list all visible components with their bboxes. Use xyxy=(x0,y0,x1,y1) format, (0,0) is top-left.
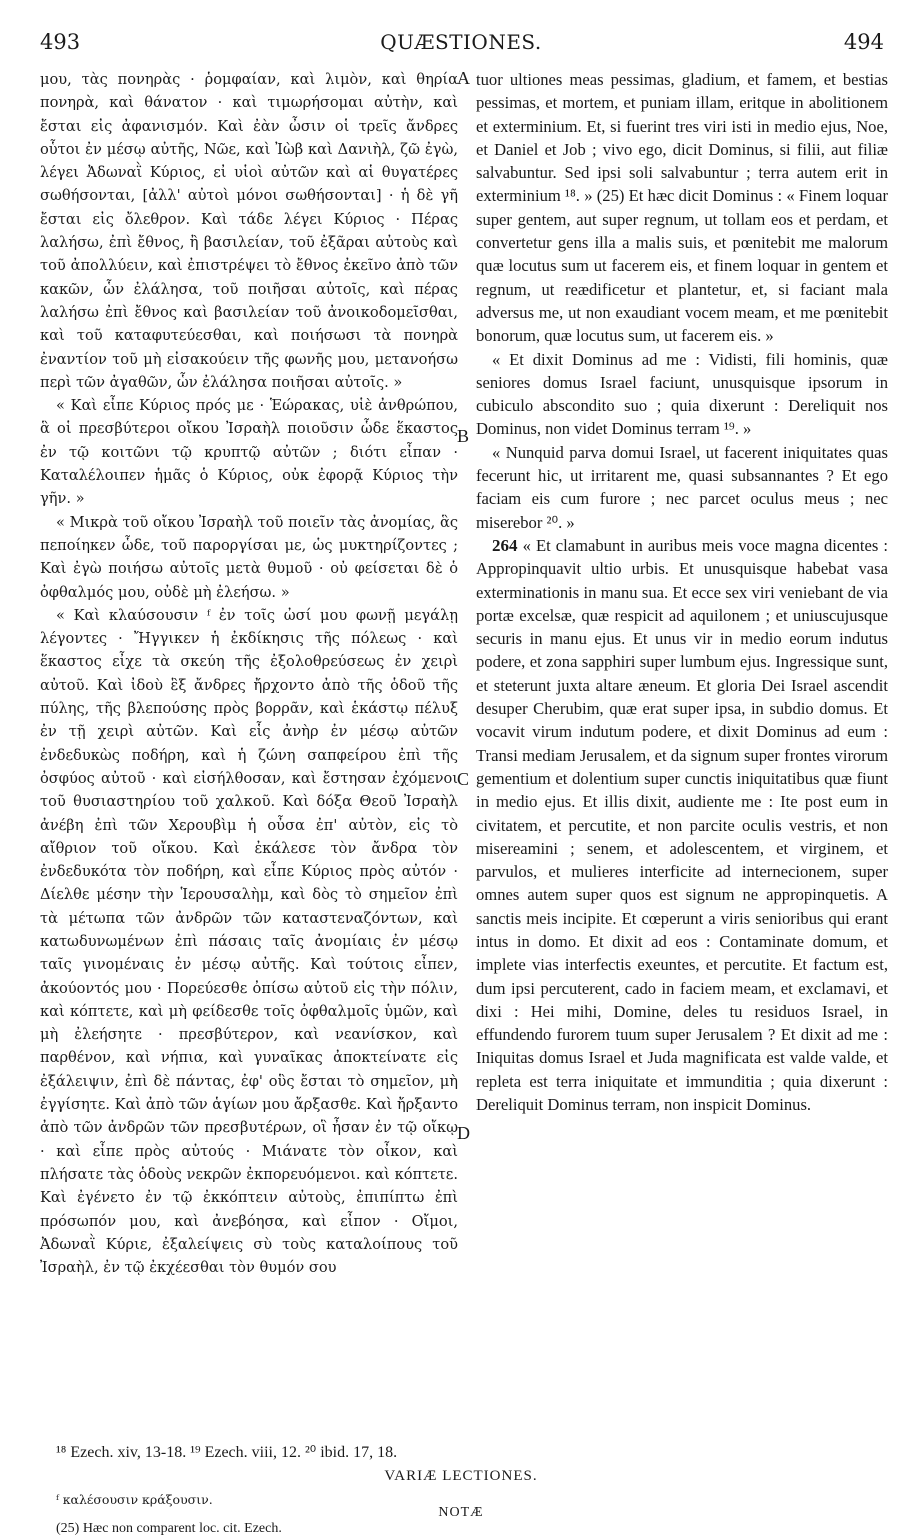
latin-paragraph: « Et dixit Dominus ad me : Vidisti, fili hominis, quæ seniores domus Israel faciunt, unusquisque ipsorum in cubiculo abscondito suo ; quia dixerunt : Dereliquit nos Dominus, non videt Dominus terram ¹⁹. » xyxy=(476,349,888,439)
greek-paragraph: « Μικρὰ τοῦ οἴκου Ἰσραὴλ τοῦ ποιεῖν τὰς ἀνομίας, ἃς πεποίηκεν ὧδε, τοῦ παροργίσαι με, ὡς μυκτηρίζοντες ; Καὶ ἐγὼ ποιήσω αὐτοῖς μετὰ θυμοῦ · οὐ φείσεται δὲ ὁ ὀφθαλμός μου, οὐδὲ μὴ ἐλεήσω. » xyxy=(40,513,458,601)
running-title: QUÆSTIONES. xyxy=(380,30,542,54)
section-marker-c: C xyxy=(457,769,470,789)
footnotes: ¹⁸ Ezech. xiv, 13-18. ¹⁹ Ezech. viii, 12. ²⁰ ibid. 17, 18. xyxy=(56,1444,398,1461)
section-marker-a: A xyxy=(457,68,470,88)
section-marker-b: B xyxy=(457,426,470,446)
page-number-right: 494 xyxy=(843,30,884,54)
latin-paragraph: « Nunquid parva domui Israel, ut facerent iniquitates quas fecerunt hic, ut irritarent me, quasi subsannantes ? Et ego faciam eis cum furore ; nec parcet oculus meus ; nec miserebor ²⁰. » xyxy=(476,442,888,532)
latin-column xyxy=(476,68,888,1116)
note-25: (25) Hæc non comparent loc. cit. Ezech. xyxy=(56,1521,282,1536)
page-number-left: 493 xyxy=(40,30,81,54)
variae-lectiones-heading: VARIÆ LECTIONES. xyxy=(384,1468,538,1484)
latin-paragraph xyxy=(476,534,888,1116)
greek-column xyxy=(40,68,458,1279)
variant-reading: ᶠ καλέσουσιν κράξουσιν. xyxy=(56,1492,213,1507)
page-header xyxy=(0,30,922,64)
latin-paragraph: tuor ultiones meas pessimas, gladium, et famem, et bestias pessimas, et mortem, et puniam illam, eritque in abolitionem et exterminium. Et, si fuerint tres viri isti in medio ejus, Noe, et Daniel et Job ; vivo ego, dicit Dominus, si filii, aut filiæ salvabuntur. Sed ipsi soli salvabuntur ; terra autem erit in exterminium ¹⁸. » (25) Et hæc dicit Dominus : « Finem loquar super gentem, aut super regnum, ut tollam eos et perdam, et convertetur gens illa a malis suis, et pœnitebit me malorum quæ locutus sum ut facerem eis, et finem loquar in gentem et regnum, ut reædificetur et plantetur, et, si faciant mala adversus me, ut non exaudiant vocem meam, et me pœnitebit bonorum, quæ locutus sum, ut facerem eis. » xyxy=(476,70,888,346)
column-number: 264 xyxy=(492,535,518,555)
greek-paragraph: « Καὶ εἶπε Κύριος πρός με · Ἑώρακας, υἱὲ ἀνθρώπου, ἃ οἱ πρεσβύτεροι οἴκου Ἰσραὴλ ποιοῦσιν ὧδε ἕκαστος ἐν τῷ κοιτῶνι τῷ κρυπτῷ αὐτῶν ; διότι εἶπαν · Καταλέλοιπεν ἡμᾶς ὁ Κύριος, οὐκ ἐφορᾷ Κύριος τὴν γῆν. » xyxy=(40,397,458,508)
notae-heading: NOTÆ xyxy=(438,1505,484,1520)
latin-paragraph-text: « Et clamabunt in auribus meis voce magna dicentes : Appropinquavit ultio urbis. Et unusquisque habebat vasa exterminationis in manu sua. Et ecce sex viri veniebant de via portæ excelsæ, quæ respicit ad aquilonem ; et uniuscujusque securis in manu ejus. Et unus vir in medio eorum indutus podere, et zona sapphiri super lumbum ejus. Ingressique sunt, et steterunt juxta altare æneum. Et gloria Dei Israel ascendit desuper Cherubim, quæ erat super ipsa, in subdio domus. Et vocavit virum indutum podere, et dixit Dominus ad eum : Transi mediam Jerusalem, et da signum super frontes virorum gementium et dolentium super cunctis iniquitatibus quæ fiunt in medio ejus. Et illis dixit, audiente me : Ite post eum in civitatem, et percutite, et non parcite oculis vestris, et non misereamini ; senem, et adolescentem, et virginem, et parvulos, et mulieres interficite ad internecionem, super omnes autem super quos est signum ne appropinquetis. A sanctis meis incipite. Et cœperunt a viris senioribus qui erant intus in domo. Et dixit ad eos : Contaminate domum, et implete vias interfectis exeuntes, et percutite. Et factum est, dum ipsi percuterent, cado in faciem meam, et exclamavi, et dixi : Hei mihi, Domine, deles tu residuos Israel, in effundendo furorem tuum super Jerusalem ? Et dixit ad me : Iniquitas domus Israel et Juda magnificata est valde valde, et repleta est terra iniquitate et immunditia ; quia dixerunt : Dereliquit Dominus terram, non inspicit Dominus. xyxy=(476,535,888,1115)
greek-paragraph: μου, τὰς πονηρὰς · ῥομφαίαν, καὶ λιμὸν, καὶ θηρία πονηρὰ, καὶ θάνατον · καὶ τιμωρήσομαι αὐτὴν, καὶ ἔσται εἰς ἀφανισμόν. Καὶ ἐὰν ὦσιν οἱ τρεῖς ἄνδρες οὗτοι ἐν μέσῳ αὐτῆς, Νῶε, καὶ Ἰὼβ καὶ Δανιὴλ, ζῶ ἐγὼ, λέγει Ἀδωναῒ Κύριος, εἰ υἱοὶ αὐτῶν καὶ αἱ θυγατέρες σωθήσονται, [ἀλλ' αὐτοὶ μόνοι σωθήσονται] · ἡ δὲ γῆ ἔσται εἰς ὄλεθρον. Καὶ τάδε λέγει Κύριος · Πέρας λαλήσω, ἐπὶ ἔθνος, ἢ βασιλείαν, τοῦ ἐξᾶραι αὐτοὺς καὶ τοῦ ἀπολλύειν, καὶ ἐπιστρέψει τὸ ἔθνος ἐκεῖνο ἀπὸ τῶν κακῶν, ὧν ἐλάλησα, τοῦ ποιῆσαι αὐτοῖς, καὶ πέρας λαλήσω ἐπὶ ἔθνος καὶ βασιλείαν τοῦ ἀνοικοδομεῖσθαι, καὶ τοῦ καταφυτεύεσθαι, καὶ ποιήσωσι τὰ πονηρὰ ἐναντίον τοῦ μὴ εἰσακούειν τῆς φωνῆς μου, μετανοήσω περὶ τῶν ἀγαθῶν, ὧν ἐλάλησα ποιῆσαι αὐτοῖς. » xyxy=(40,71,458,391)
greek-paragraph: « Καὶ κλαύσουσιν ᶠ ἐν τοῖς ὠσί μου φωνῇ μεγάλῃ λέγοντες · Ἤγγικεν ἡ ἐκδίκησις τῆς πόλεως · καὶ ἕκαστος εἶχε τὰ σκεύη τῆς ἐξολοθρεύσεως ἐν χειρὶ αὐτοῦ. Καὶ ἰδοὺ ἓξ ἄνδρες ἤρχοντο ἀπὸ τῆς ὁδοῦ τῆς πύλης, τῆς βλεπούσης πρὸς βορρᾶν, καὶ ἑκάστῳ πέλυξ ἐν τῇ χειρὶ αὐτῶν. Καὶ εἷς ἀνὴρ ἐν μέσῳ αὐτῶν ἐνδεδυκὼς ποδήρη, καὶ ἡ ζώνη σαπφείρου ἐπὶ τῆς ὀσφύος αὐτοῦ · καὶ εἰσήλθοσαν, καὶ ἔστησαν ἐχόμενοι τοῦ θυσιαστηρίου τοῦ χαλκοῦ. Καὶ δόξα Θεοῦ Ἰσραὴλ ἀνέβη ἐπὶ τῶν Χερουβὶμ ἡ οὖσα ἐπ' αὐτὸν, εἰς τὸ αἴθριον τοῦ οἴκου. Καὶ ἐκάλεσε τὸν ἄνδρα τὸν ἐνδεδυκότα τὸν ποδήρη, καὶ εἶπε Κύριος πρὸς αὐτόν · Δίελθε μέσην τὴν Ἱερουσαλὴμ, καὶ δὸς τὸ σημεῖον ἐπὶ τὰ μέτωπα τῶν ἀνδρῶν τῶν καταστεναζόντων, καὶ κατωδυνωμένων ἐπὶ πάσαις ταῖς ἀνομίαις ἐν μέσῳ ταῖς γινομέναις ἐν μέσῳ αὐτῆς. Καὶ τούτοις εἶπεν, ἀκούοντός μου · Πορεύεσθε ὀπίσω αὐτοῦ εἰς τὴν πόλιν, καὶ κόπτετε, καὶ μὴ φείδεσθε τοῖς ὀφθαλμοῖς ὑμῶν, καὶ μὴ ἐλεήσητε · πρεσβύτερον, καὶ νεανίσκον, καὶ παρθένον, καὶ νήπια, καὶ γυναῖκας ἀποκτείνατε εἰς ἐξάλειψιν, ἐπὶ δὲ πάντας, ἐφ' οὓς ἔσται τὸ σημεῖον, μὴ ἐγγίσητε. Καὶ ἀπὸ τῶν ἁγίων μου ἄρξασθε. Καὶ ἤρξαντο ἀπὸ τῶν ἀνδρῶν τῶν πρεσβυτέρων, οἳ ἦσαν ἐν τῷ οἴκῳ · καὶ εἶπε πρὸς αὐτούς · Μιάνατε τὸν οἶκον, καὶ πλήσατε τὰς ὁδοὺς νεκρῶν ἐκπορευόμενοι. καὶ κόπτετε. Καὶ ἐγένετο ἐν τῷ ἐκκόπτειν αὐτοὺς, ἐπιπίπτω ἐπὶ πρόσωπόν μου, καὶ ἀνεβόησα, καὶ εἶπον · Οἴμοι, Ἀδωναῒ Κύριε, ἐξαλείψεις σὺ τοὺς καταλοίπους τοῦ Ἰσραὴλ, ἐν τῷ ἐκχέεσθαι τὸν θυμόν σου xyxy=(40,606,458,1277)
section-marker-d: D xyxy=(457,1123,470,1143)
